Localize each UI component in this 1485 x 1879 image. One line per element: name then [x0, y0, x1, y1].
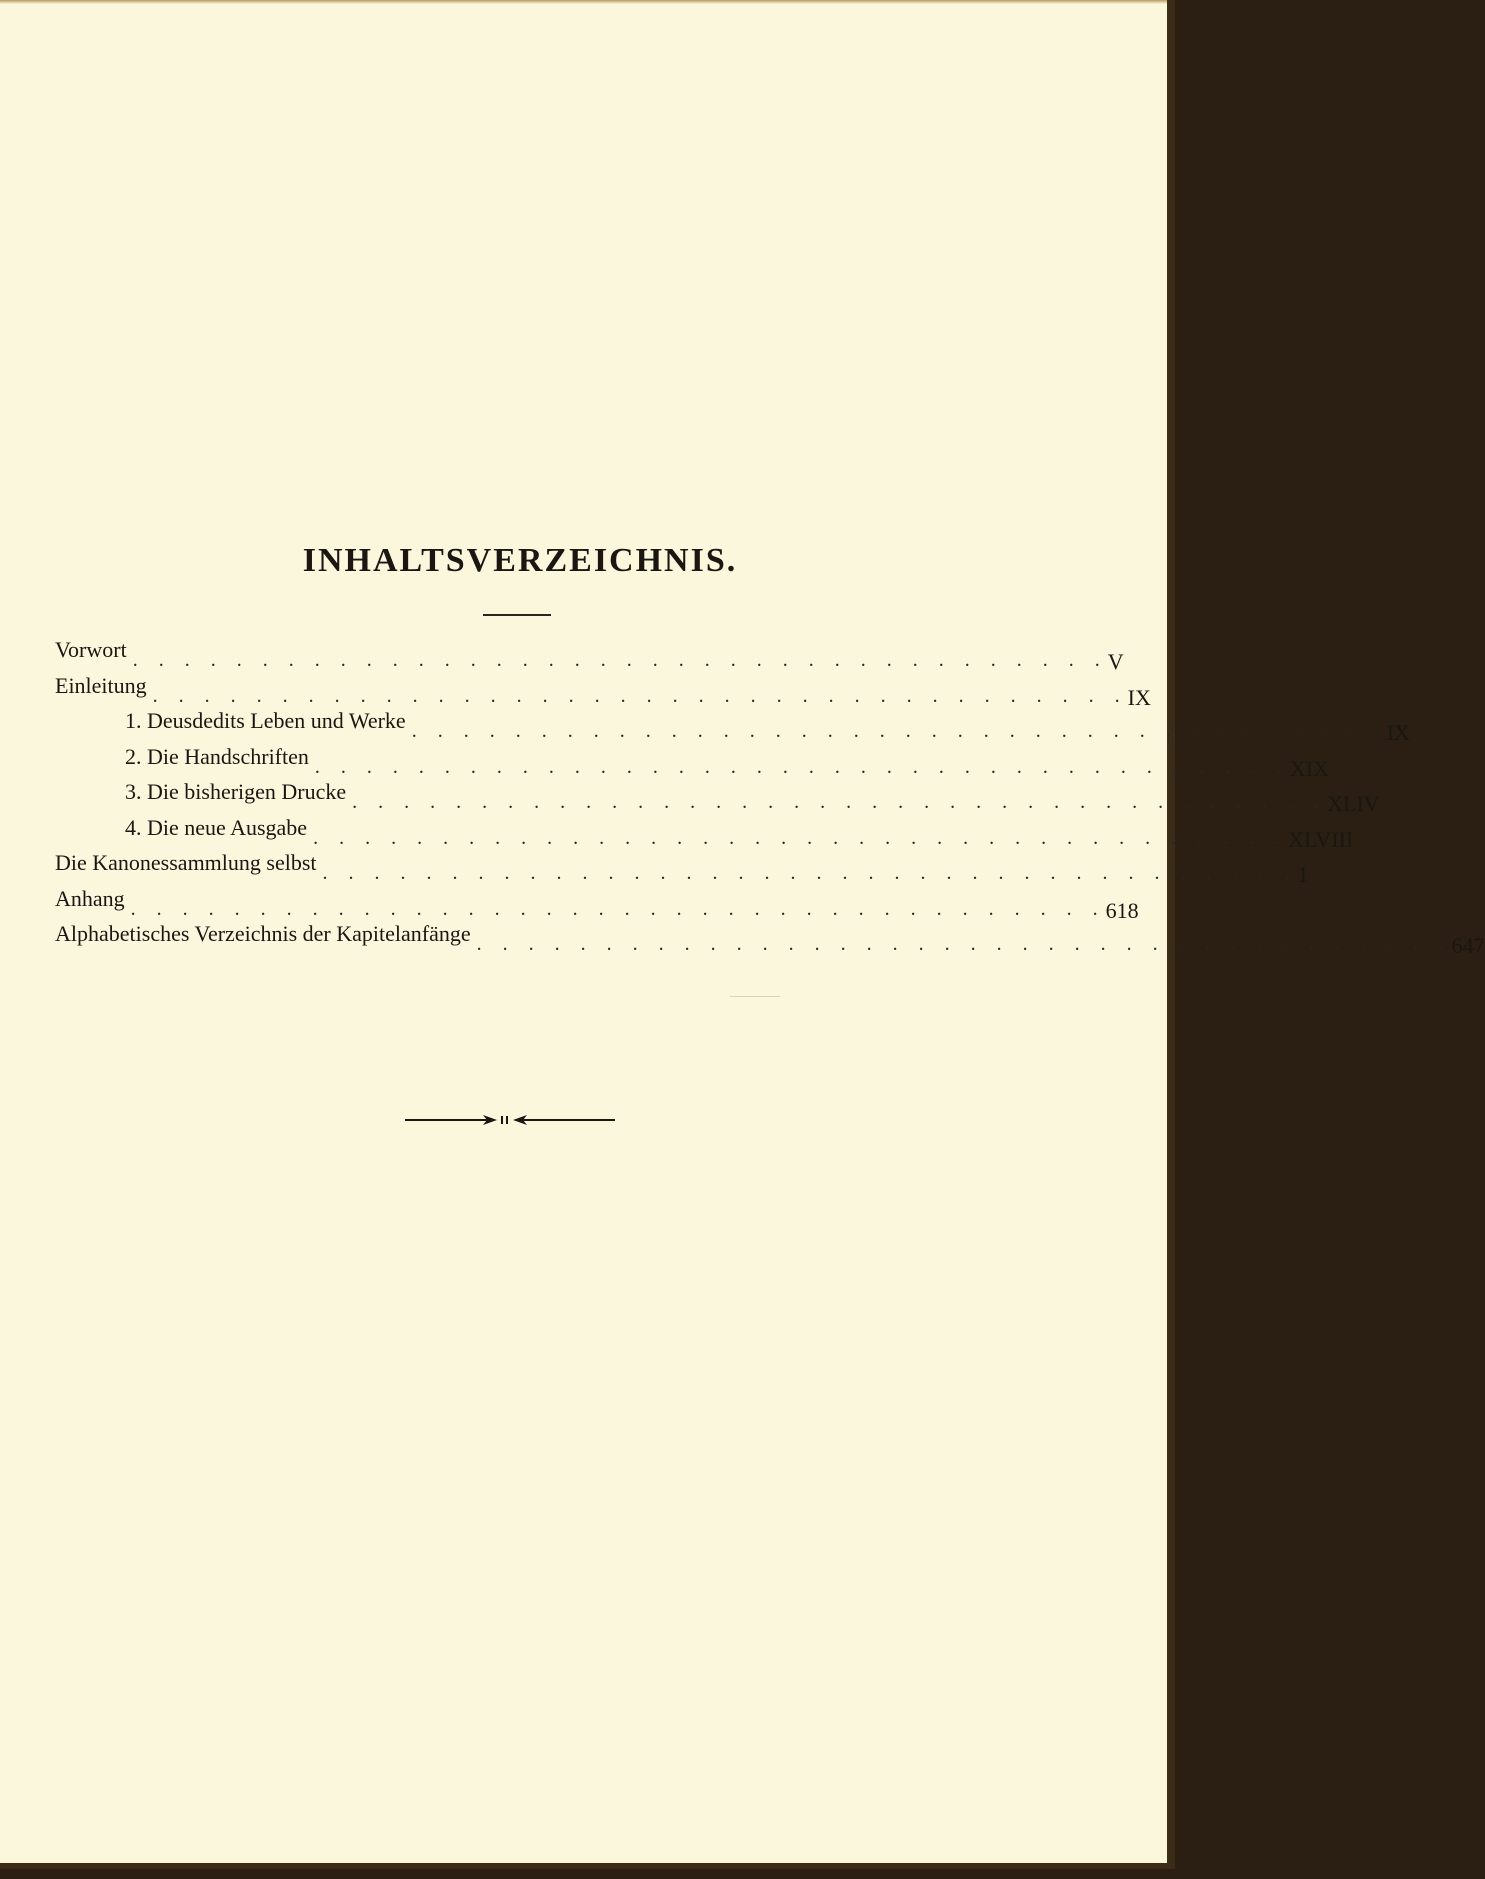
arrow-divider-ornament-icon [405, 1108, 615, 1132]
toc-entry-label: Anhang [55, 885, 125, 911]
leader-dots: . . . . . . . . . . . . . . . . . . . . . . . . . . . . . . . . . . . . . . [313, 826, 1289, 849]
toc-entry-page: IX [1127, 684, 1151, 710]
toc-entry-neue-ausgabe[interactable] [55, 814, 1354, 852]
leader-dots: . . . . . . . . . . . . . . . . . . . . . . . . . . . . . . . . . . . . . . [130, 897, 1106, 920]
toc-entry-anhang[interactable] [55, 885, 1139, 923]
leader-dots: . . . . . . . . . . . . . . . . . . . . . . . . . . . . . . . . . . . . . . [322, 862, 1298, 884]
toc-entry-page: XLVIII [1288, 826, 1354, 852]
toc-entry-label: 3. Die bisherigen Drucke [125, 779, 347, 804]
toc-entry-kanonessammlung[interactable] [55, 850, 1309, 887]
toc-entry-page: IX [1386, 720, 1410, 745]
leader-dots: . . . . . . . . . . . . . . . . . . . . . . . . . . . . . . . . . . . . . . [476, 933, 1452, 955]
leader-dots: . . . . . . . . . . . . . . . . . . . . . . . . . . . . . . . . . . . . . . [352, 791, 1328, 813]
page-top-edge [0, 0, 1167, 4]
faint-mark [730, 996, 780, 997]
toc-entry-page: 647 [1451, 933, 1485, 958]
leader-dots: . . . . . . . . . . . . . . . . . . . . . . . . . . . . . . . . . . . . . . [132, 649, 1108, 671]
toc-entry-verzeichnis[interactable] [55, 921, 1485, 958]
toc-entry-page: 1 [1297, 862, 1309, 887]
toc-entry-page: V [1107, 649, 1124, 674]
toc-entry-label: Einleitung [55, 672, 147, 698]
title-rule [483, 614, 551, 616]
leader-dots: . . . . . . . . . . . . . . . . . . . . . . . . . . . . . . . . . . . . . . [411, 720, 1387, 742]
toc-entry-vorwort[interactable] [55, 637, 1124, 674]
toc-entry-einleitung[interactable] [55, 672, 1151, 710]
toc-entry-page: XLIV [1327, 791, 1380, 816]
page-title: INHALTSVERZEICHNIS. [302, 542, 738, 579]
toc-entry-label: Alphabetisches Verzeichnis der Kapitelanfänge [55, 921, 471, 946]
leader-dots: . . . . . . . . . . . . . . . . . . . . . . . . . . . . . . . . . . . . . . [314, 755, 1290, 778]
toc-entry-label: Die Kanonessammlung selbst [55, 850, 317, 875]
toc-entry-label: Vorwort [55, 637, 127, 662]
toc-entry-page: 618 [1105, 897, 1139, 923]
toc-entry-drucke[interactable] [55, 779, 1380, 816]
toc-entry-handschriften[interactable] [55, 743, 1329, 781]
leader-dots: . . . . . . . . . . . . . . . . . . . . . . . . . . . . . . . . . . . . . . [152, 684, 1128, 707]
toc-entry-label: 4. Die neue Ausgabe [125, 814, 308, 840]
toc-entry-label: 1. Deusdedits Leben und Werke [125, 708, 406, 733]
toc-entry-leben-und-werke[interactable] [55, 708, 1410, 745]
table-of-contents [55, 637, 1485, 958]
toc-entry-page: XIX [1289, 755, 1329, 781]
toc-entry-label: 2. Die Handschriften [125, 743, 309, 769]
